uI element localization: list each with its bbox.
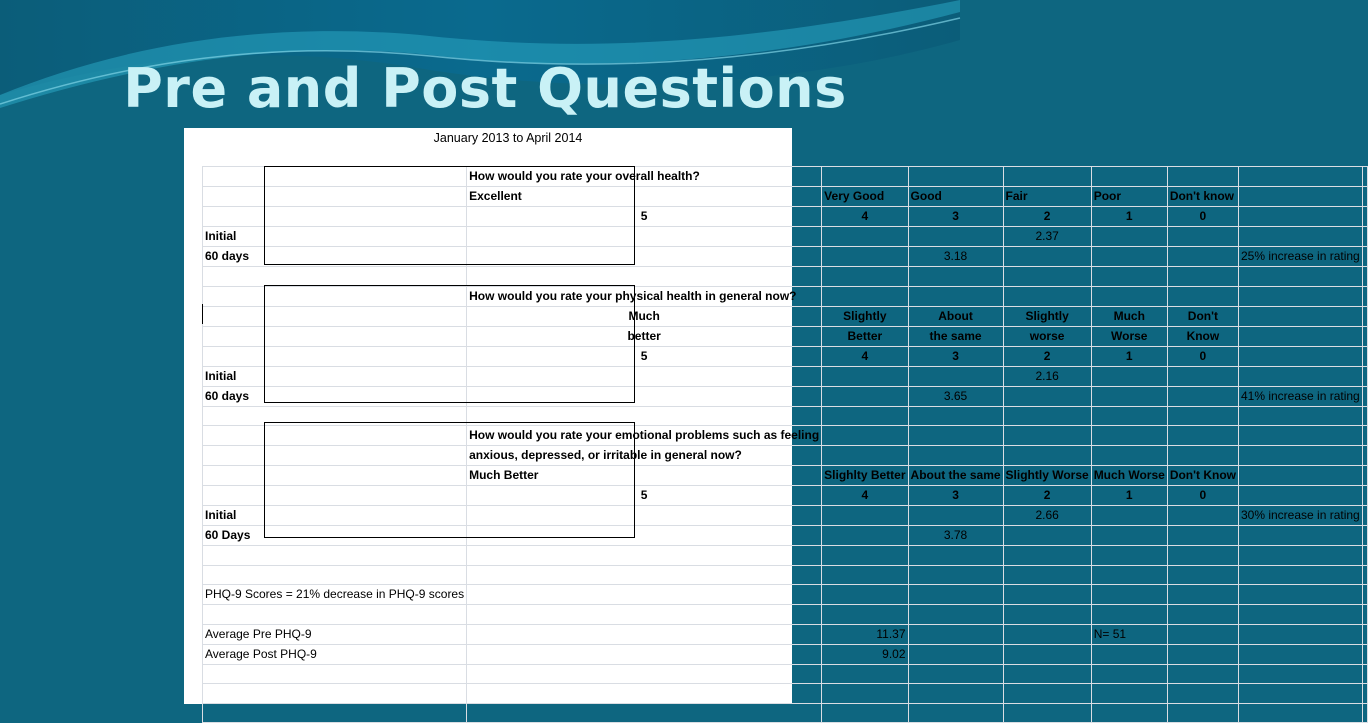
q1-followup-value: 3.18 — [908, 247, 1003, 267]
q2-option: better — [467, 326, 822, 346]
grid-row — [203, 207, 1368, 227]
q1-option: Good — [908, 187, 1003, 207]
q1-option: Don't know — [1167, 187, 1238, 207]
q1-option: Very Good — [822, 187, 908, 207]
grid-row — [203, 227, 1368, 247]
q1-score: 0 — [1167, 207, 1238, 227]
q2-followup-value: 3.65 — [908, 386, 1003, 406]
grid-row — [203, 426, 1368, 446]
q2-option: Slightly — [822, 306, 908, 326]
grid-row — [203, 326, 1368, 346]
q3-question-line2: anxious, depressed, or irritable in general now? — [467, 446, 822, 466]
q2-score: 1 — [1091, 346, 1167, 366]
grid-row — [203, 346, 1368, 366]
phq-pre-value: 11.37 — [822, 624, 908, 644]
q2-initial-value: 2.16 — [1003, 366, 1091, 386]
q3-score: 1 — [1091, 486, 1167, 506]
q2-option: Worse — [1091, 326, 1167, 346]
q1-option: Excellent — [467, 187, 822, 207]
grid-row — [203, 366, 1368, 386]
q3-option: Much Better — [467, 466, 822, 486]
grid-row — [203, 286, 1368, 306]
grid-row — [203, 546, 1368, 566]
grid-row — [203, 565, 1368, 585]
q2-option: Don't — [1167, 306, 1238, 326]
survey-grid — [202, 166, 1368, 723]
slide-title: Pre and Post Questions — [123, 57, 847, 120]
q1-score: 5 — [467, 207, 822, 227]
q2-score: 3 — [908, 346, 1003, 366]
q1-note: 25% increase in rating — [1238, 247, 1362, 267]
q3-score: 0 — [1167, 486, 1238, 506]
q1-question: How would you rate your overall health? — [467, 167, 822, 187]
q3-initial-label: Initial — [203, 506, 467, 526]
q3-score: 4 — [822, 486, 908, 506]
q1-score: 2 — [1003, 207, 1091, 227]
q1-initial-label: Initial — [203, 227, 467, 247]
grid-row — [203, 624, 1368, 644]
q2-score: 5 — [467, 346, 822, 366]
phq-post-value: 9.02 — [822, 644, 908, 664]
grid-row — [203, 167, 1368, 187]
q2-note: 41% increase in rating — [1238, 386, 1362, 406]
phq-n: N= 51 — [1091, 624, 1167, 644]
q1-score: 1 — [1091, 207, 1167, 227]
q2-option: Much — [1091, 306, 1167, 326]
q1-option: Fair — [1003, 187, 1091, 207]
grid-row — [203, 506, 1368, 526]
q2-followup-label: 60 days — [203, 386, 467, 406]
grid-row — [203, 486, 1368, 506]
grid-row — [203, 187, 1368, 207]
grid-row — [203, 664, 1368, 684]
q1-score: 4 — [822, 207, 908, 227]
q1-initial-value: 2.37 — [1003, 227, 1091, 247]
grid-row — [203, 526, 1368, 546]
grid-row — [203, 585, 1368, 605]
grid-row — [203, 605, 1368, 625]
grid-row — [203, 446, 1368, 466]
q3-option: Slightly Worse — [1003, 466, 1091, 486]
grid-row — [203, 306, 1368, 326]
grid-row — [203, 466, 1368, 486]
q3-followup-label: 60 Days — [203, 526, 467, 546]
phq-summary: PHQ-9 Scores = 21% decrease in PHQ-9 scores — [203, 585, 467, 605]
q3-score: 2 — [1003, 486, 1091, 506]
q2-score: 0 — [1167, 346, 1238, 366]
q2-option: Slightly — [1003, 306, 1091, 326]
q1-followup-label: 60 days — [203, 247, 467, 267]
q3-followup-value: 3.78 — [908, 526, 1003, 546]
q2-initial-label: Initial — [203, 366, 467, 386]
phq-pre-label: Average Pre PHQ-9 — [203, 624, 467, 644]
grid-row — [203, 267, 1368, 287]
q3-note: 30% increase in rating — [1238, 506, 1362, 526]
grid-row — [203, 684, 1368, 704]
q1-option: Poor — [1091, 187, 1167, 207]
spreadsheet-image — [184, 128, 1360, 704]
q1-score: 3 — [908, 207, 1003, 227]
q3-initial-value: 2.66 — [1003, 506, 1091, 526]
grid-row — [203, 247, 1368, 267]
grid-row — [203, 703, 1368, 723]
q2-score: 2 — [1003, 346, 1091, 366]
q2-option: About — [908, 306, 1003, 326]
phq-post-label: Average Post PHQ-9 — [203, 644, 467, 664]
q3-option: Don't Know — [1167, 466, 1238, 486]
q2-score: 4 — [822, 346, 908, 366]
q3-option: Slighlty Better — [822, 466, 908, 486]
grid-row — [203, 644, 1368, 664]
grid-row — [203, 386, 1368, 406]
q3-option: About the same — [908, 466, 1003, 486]
q2-option: Know — [1167, 326, 1238, 346]
q3-score: 3 — [908, 486, 1003, 506]
q3-option: Much Worse — [1091, 466, 1167, 486]
date-range-heading: January 2013 to April 2014 — [433, 131, 583, 145]
q3-question-line1: How would you rate your emotional problems such as feeling — [467, 426, 822, 446]
q3-score: 5 — [467, 486, 822, 506]
q2-option: Better — [822, 326, 908, 346]
q2-option: the same — [908, 326, 1003, 346]
grid-row — [203, 406, 1368, 426]
q2-option: worse — [1003, 326, 1091, 346]
q2-option: Much — [467, 306, 822, 326]
q2-question: How would you rate your physical health in general now? — [467, 286, 822, 306]
